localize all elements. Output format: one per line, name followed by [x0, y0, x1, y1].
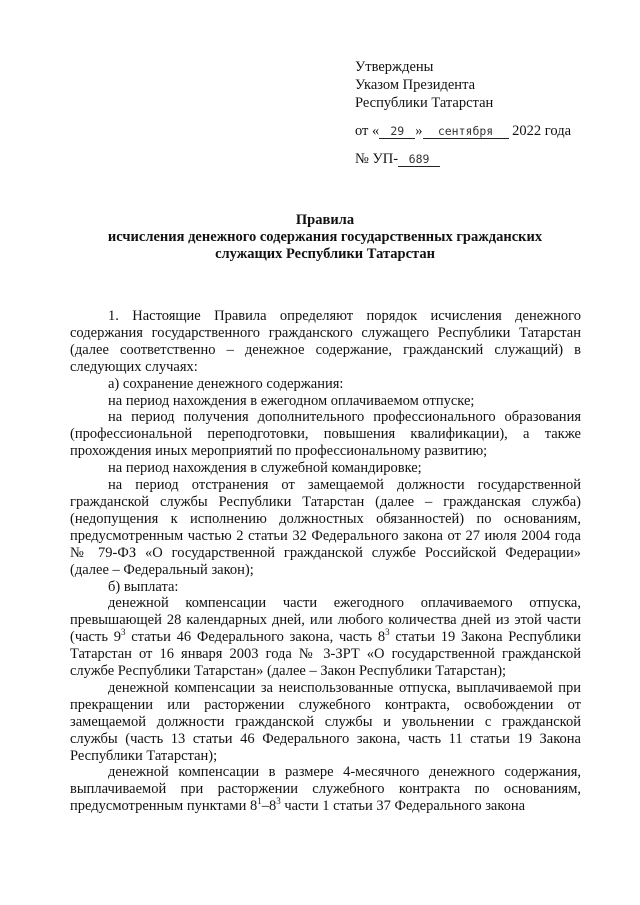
- approval-line-republic: Республики Татарстан: [355, 95, 494, 111]
- date-close-quote: »: [415, 123, 423, 139]
- document-title: [70, 212, 580, 263]
- date-month: сентября: [423, 124, 509, 139]
- superscript: 3: [276, 796, 281, 807]
- paragraph-7: б) выплата:: [108, 578, 179, 595]
- paragraph-10: [70, 764, 581, 815]
- number-value: 689: [398, 152, 440, 167]
- paragraph-10-part-b: –8: [261, 798, 277, 815]
- approval-number: [355, 150, 615, 168]
- title-line-1: Правила: [295, 212, 355, 228]
- paragraph-8-part-c: статьи 19 Закона Республики Татарстан от 16 января 2003 года № 3-ЗРТ «О государственной гражданской службе Республики Татарстан» (далее – Закон Республики Татарстан);: [70, 629, 581, 680]
- paragraph-9: денежной компенсации за неиспользованные отпуска, выплачиваемой при прекращении или расторжении служебного контракта, освобождении от замещаемой должности гражданской службы и увольнении с гражданской службы (часть 13 статьи 46 Федерального закона, часть 11 статьи 19 Закона Республики Татарстан);: [70, 679, 581, 764]
- date-day: 29: [379, 124, 415, 139]
- number-prefix: № УП-: [355, 151, 399, 167]
- paragraph-4: на период получения дополнительного профессионального образования (профессиональной переподготовки, повышения квалификации), а также прохождения иных мероприятий по профессиональному развитию;: [70, 409, 581, 460]
- paragraph-10-part-c: части 1 статьи 37 Федерального закона: [280, 798, 526, 815]
- paragraph-5: на период нахождения в служебной командировке;: [108, 460, 422, 477]
- paragraph-8-part-a: денежной компенсации части ежегодного оплачиваемого отпуска, превышающей 28 календарных дней, или любого количества дней из этой части (часть 9: [70, 595, 581, 646]
- paragraph-2: а) сохранение денежного содержания:: [108, 375, 344, 392]
- paragraph-10-part-a: денежной компенсации в размере 4-месячного денежного содержания, выплачиваемой при расторжении служебного контракта по основаниям, предусмотренным пунктами 8: [70, 764, 581, 815]
- title-line-2: исчисления денежного содержания государственных гражданских: [107, 229, 543, 245]
- paragraph-8-part-b: статьи 46 Федерального закона, часть 8: [125, 629, 386, 646]
- date-year: 2022 года: [512, 123, 572, 139]
- superscript: 1: [257, 796, 262, 807]
- approval-line-decree: Указом Президента: [355, 77, 476, 93]
- approval-line-approved: Утверждены: [355, 59, 434, 75]
- superscript: 3: [120, 627, 126, 638]
- approval-date: [355, 122, 615, 140]
- approval-stamp: [355, 58, 615, 168]
- paragraph-3: на период нахождения в ежегодном оплачиваемом отпуске;: [108, 392, 475, 409]
- document-body: [70, 308, 581, 815]
- paragraph-8: [70, 595, 581, 680]
- superscript: 3: [385, 627, 390, 638]
- date-prefix: от «: [355, 123, 380, 139]
- paragraph-6: на период отстранения от замещаемой должности государственной гражданской службы Республики Татарстан (далее – гражданская служба) (недопущения к исполнению должностных обязанностей) по основаниям, предусмотренным частью 2 статьи 32 Федерального закона от 27 июля 2004 года № 79-ФЗ «О государственной гражданской службе Российской Федерации» (далее – Федеральный закон);: [70, 477, 581, 578]
- title-line-3: служащих Республики Татарстан: [215, 246, 435, 262]
- paragraph-1: 1. Настоящие Правила определяют порядок исчисления денежного содержания государственного гражданского служащего Республики Татарстан (далее соответственно – денежное содержание, гражданский служащий) в следующих случаях:: [70, 308, 581, 375]
